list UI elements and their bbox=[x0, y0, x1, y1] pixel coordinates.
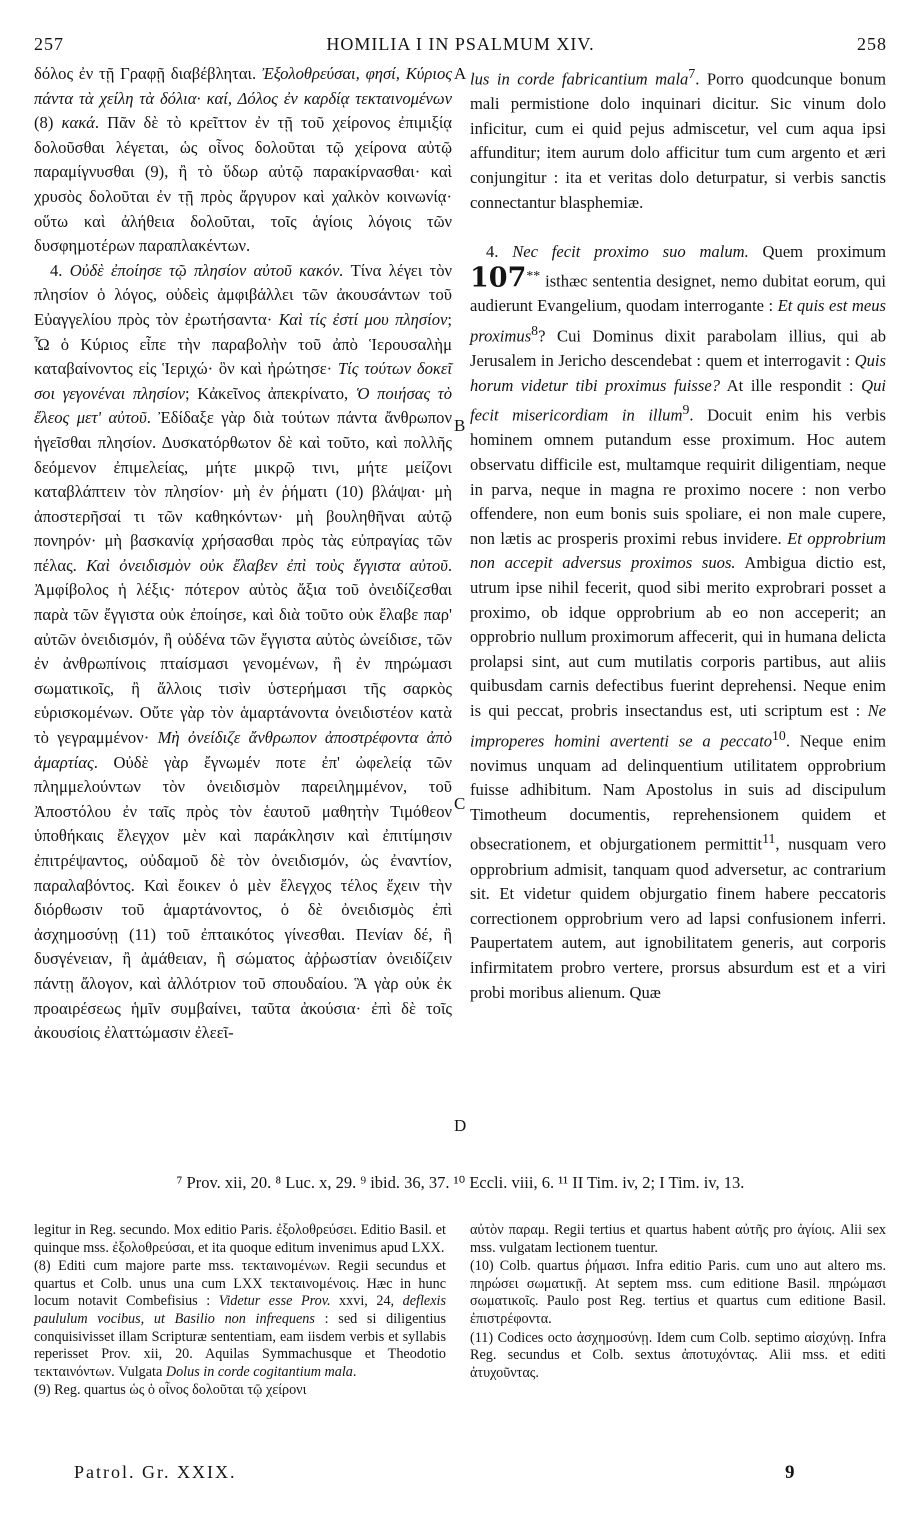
footnote: legitur in Reg. secundo. Mox editio Paris. ἐξολοθρεύσει. Editio Basil. et quinque mss. ἐξολοθρεύσαι, et ita quoque editum invenimus apud LXX. bbox=[34, 1222, 446, 1256]
footnote: (9) Reg. quartus ὡς ὁ οἶνος δολοῦται τῷ χείρονι bbox=[34, 1382, 307, 1399]
scripture-references: ⁷ Prov. xii, 20. ⁸ Luc. x, 29. ⁹ ibid. 36, 37. ¹⁰ Eccli. viii, 6. ¹¹ II Tim. iv, 2; I Tim. iv, 13. bbox=[176, 1173, 745, 1192]
latin-paragraph-2: 4. Nec fecit proximo suo malum. Quem proximum 107** isthæc sententia designet, nemo dubitat eorum, qui audierunt Evangelium, quodam interrogante : Et quis est meus proximus$^8$? Cui Dominus dixit parabolam illius, qui ab Jerusalem in Jericho descendebat : quem et interrogavit : Quis horum videtur tibi proximus fuisse? At ille respondit : Qui fecit misericordiam in illum$^9$. Docuit enim his verbis hominem omnem putandum esse proximum. Hoc autem observatu difficile est, multamque requirit diligentiam, neque in parva, neque in magna re proximo nocere : non verbo offendere, non eum bonis suis spoliare, ei non male cupere, non lætis ac prosperis proximi rebus invidere. Et opprobrium non accepit adversus proximos suos. Ambigua dictio est, utrum ipse nihil fecerit, quod sibi merito exprobrari posset a proximo, ob idque opprobrium ab eo non acceperit; an opprobrio nullum proximorum affecerit, qui in humana delicta prolapsi sint, aut cum mutilatis corporis partibus, aut aliis quibusdam carnis defectibus fuerint deprehensi. Neque enim is qui peccat, probris insectandus est, uti scriptum est : Ne improperes homini avertenti se a peccato$^{10}$. Neque enim novimus unquam ad delinquentium utilitatem opprobrium fuisse adhibitum. Nam Apostolus in suis ad discipulum Timotheum documentis, reprehensionem quidem et obsecrationem, et objurgationem permittit$^{11}$, nusquam vero opprobrium admisit, tanquam quod adversetur, ac contrarium sit. Et videtur quidem objurgatio finem habere peccatoris correctionem opprobrium vero ad lapsi confusionem inferri. Paupertatem autem, aut ignobilitatem generis, aut corporis infirmitatem probro vertere, prorsus absurdum est et a viri probi moribus alienum. Quæ bbox=[470, 241, 887, 1002]
footnote: (8) Editi cum majore parte mss. τεκταινομένων. Regii secundus et quartus et Colb. unus una cum LXX τεκταινομένοις. Hæc in hunc locum notavit Combefisius : Videtur esse Prov. xxvi, 24, deflexis paululum vocibus, ut Basilio non infrequens : sed si diligentius conquisivisset illam Scripturæ sententiam, eam iisdem verbis et syllabis reperisset Prov. xii, 20. Aquilas Symmachusque et Theodotio τεκταινόντων. Vulgata Dolus in corde cogitantium mala. bbox=[34, 1258, 447, 1380]
margin-letter-c: C bbox=[454, 794, 466, 813]
latin-paragraph-1: lus in corde fabricantium mala$^7$. Porro quodcunque bonum mali permistione dolo inquinari dicitur. Sic vinum dolo inficitur, cum ei quid pejus admiscetur, vel cum aqua ipsi affunditur; item aurum dolo afficitur tum cum argento et æri conjungitur : ita et veritas dolo deturpatur, si verbis sanctis connectantur blasphemiæ. bbox=[470, 66, 887, 212]
latin-column bbox=[470, 62, 886, 1005]
footnotes-right bbox=[470, 1222, 886, 1383]
greek-paragraph-2: 4. Οὐδὲ ἐποίησε τῷ πλησίον αὐτοῦ κακόν. Τίνα λέγει τὸν πλησίον ὁ λόγος, οὐδεὶς ἀμφιβάλλει τῶν ἀκουσάντων τοῦ Εὐαγγελίου πρὸς τὸν ἐρωτήσαντα· Καὶ τίς ἐστί μου πλησίον; Ὧ ὁ Κύριος εἶπε τὴν παραβολὴν τοῦ ἀπὸ Ἱερουσαλὴμ καταβαίνοντος εἰς Ἱεριχώ· ὃν καὶ ἠρώτησε· Τίς τούτων δοκεῖ σοι γεγονέναι πλησίον; Κἀκεῖνος ἀπεκρίνατο, Ὁ ποιήσας τὸ ἔλεος μετ' αὐτοῦ. Ἐδίδαξε γὰρ διὰ τούτων πάντα ἄνθρωπον ἡγεῖσθαι πλησίον. Δυσκατόρθωτον δὲ καὶ τοῦτο, καὶ πολλῆς δεόμενον ἐπιμελείας, μήτε μικρῷ τινι, μήτε μείζονι καταβλάπτειν τὸν πλησίον· μὴ ἐν ῥήματι (10) βλάψαι· μὴ ἀποστερῆσαί τι τῶν καθηκόντων· μὴ βουληθῆναι αὐτῷ πονηρόν· μὴ βασκανίᾳ χρήσασθαι πρὸς τὰς εὐπραγίας τῶν πέλας. Καὶ ὀνειδισμὸν οὐκ ἔλαβεν ἐπὶ τοὺς ἔγγιστα αὐτοῦ. Ἀμφίβολος ἡ λέξις· πότερον αὐτὸς ἄξια τοῦ ὀνειδίζεσθαι παρὰ τῶν ἔγγιστα οὐκ ἐποίησε, καὶ διὰ τοῦτο οὐκ ἔλαβε παρ' αὐτῶν ὀνειδισμόν, ἢ οὐδένα τῶν ἔγγιστα αὐτὸς ὠνείδισε, τῶν ἐν ἀνθρωπίνοις πταίσμασι γενομένων, ἢ ἐν πηρώμασι σωματικοῖς, ἢ ἄλλοις τισὶν ὑστερήμασι τῆς σαρκὸς εὑρισκομένων. Οὔτε γὰρ τὸν ἁμαρτάνοντα ὀνειδιστέον κατὰ τὸ γεγραμμένον· Μὴ ὀνείδιζε ἄνθρωπον ἀποστρέφοντα ἀπὸ ἁμαρτίας. Οὐδὲ γὰρ ἔγνωμέν ποτε ἐπ' ὠφελείᾳ τῶν πλημμελούντων τὸν ὀνειδισμὸν παρειλημμένον, τοῦ Ἀποστόλου ἐν ταῖς πρὸς τὸν ἑαυτοῦ μαθητὴν Τιμόθεον ὑποθήκαις ἔλεγχον μὲν καὶ παράκλησιν καὶ ἐπιτίμησιν ἐπιτρέψαντος, οὐδαμοῦ δὲ τὸν ὀνειδισμόν, ὡς ἐναντίον, παραλαβόντος. Καὶ ἔοικεν ὁ μὲν ἔλεγχος τέλος ἔχειν τὴν διόρθωσιν τοῦ ἁμαρτάνοντος, ὁ δὲ ὀνειδισμὸς ἐπὶ ἀσχημοσύνῃ (11) τοῦ ἐπταικότος γίνεσθαι. Πενίαν δέ, ἢ δυσγένειαν, ἢ ἀμάθειαν, ἢ σώματος ἀῤῥωστίαν ὀνειδίζειν πάντῃ ἄλογον, καὶ ἀλλότριον τοῦ σπουδαίου. Ἃ γὰρ οὐκ ἐκ προαιρέσεως ἡμῖν συμβαίνει, ταῦτα ἀκούσια· ἐπὶ δὲ τοῖς ἀκουσίοις ἐλαττώμασιν ἐλεεῖ- bbox=[34, 260, 453, 1043]
footnote: αὐτὸν παραμ. Regii tertius et quartus habent αὐτῆς pro ἁγίοις. Alii sex mss. vulgatam lectionem tuentur. bbox=[470, 1222, 886, 1256]
margin-letter-a: A bbox=[454, 64, 467, 83]
series-signature: Patrol. Gr. XXIX. bbox=[74, 1462, 237, 1482]
page-title: HOMILIA I IN PSALMUM XIV. bbox=[326, 34, 595, 54]
signature-number: 9 bbox=[785, 1462, 795, 1483]
running-header bbox=[34, 34, 887, 58]
margin-letter-b: B bbox=[454, 416, 466, 435]
footnotes-left bbox=[34, 1222, 446, 1401]
paragraph-gap bbox=[470, 215, 886, 240]
page-number-left: 257 bbox=[34, 34, 64, 54]
greek-column bbox=[34, 62, 452, 1046]
footnote: (11) Codices octo ἀσχημοσύνῃ. Idem cum Colb. septimo αἰσχύνῃ. Infra Reg. secundus et Colb. sextus ἀποτυχόντας. Alii mss. et editi ἀτυχοῦντας. bbox=[470, 1329, 886, 1381]
greek-paragraph-1: δόλος ἐν τῇ Γραφῇ διαβέβληται. Ἐξολοθρεύσαι, φησί, Κύριος πάντα τὰ χείλη τὰ δόλια· καί, Δόλος ἐν καρδίᾳ τεκταινομένων (8) κακά. Πᾶν δὲ τὸ κρεῖττον ἐν τῇ τοῦ χείρονος ἐπιμιξίᾳ δολοῦσθαι λέγεται, ὡς οἶνος δολοῦται τῷ χείρονα αὐτῷ παραμίγνυσθαι (9), ἢ τὸ ὕδωρ αὐτῷ παρακίρνασθαι· καὶ χρυσὸς δολοῦται ἐν τῇ πρὸς ἄργυρον καὶ χαλκὸν κοινωνίᾳ· οὕτω καὶ ἀλήθεια δολοῦται, τοῖς ἁγίοις λόγοις τῶν δυσφημοτέρων παραπλακέντων. bbox=[34, 64, 453, 256]
page-number-right: 258 bbox=[857, 34, 887, 54]
footnote: (10) Colb. quartus ῥήμασι. Infra editio Paris. cum uno aut altero ms. πηρώσει σωματικῇ. At septem mss. cum editione Basil. πηρώμασι σωματικοῖς. Paulo post Reg. tertius et quartus cum editione Basil. ἐπιστρέφοντα. bbox=[470, 1258, 886, 1327]
margin-letter-d: D bbox=[454, 1116, 467, 1135]
